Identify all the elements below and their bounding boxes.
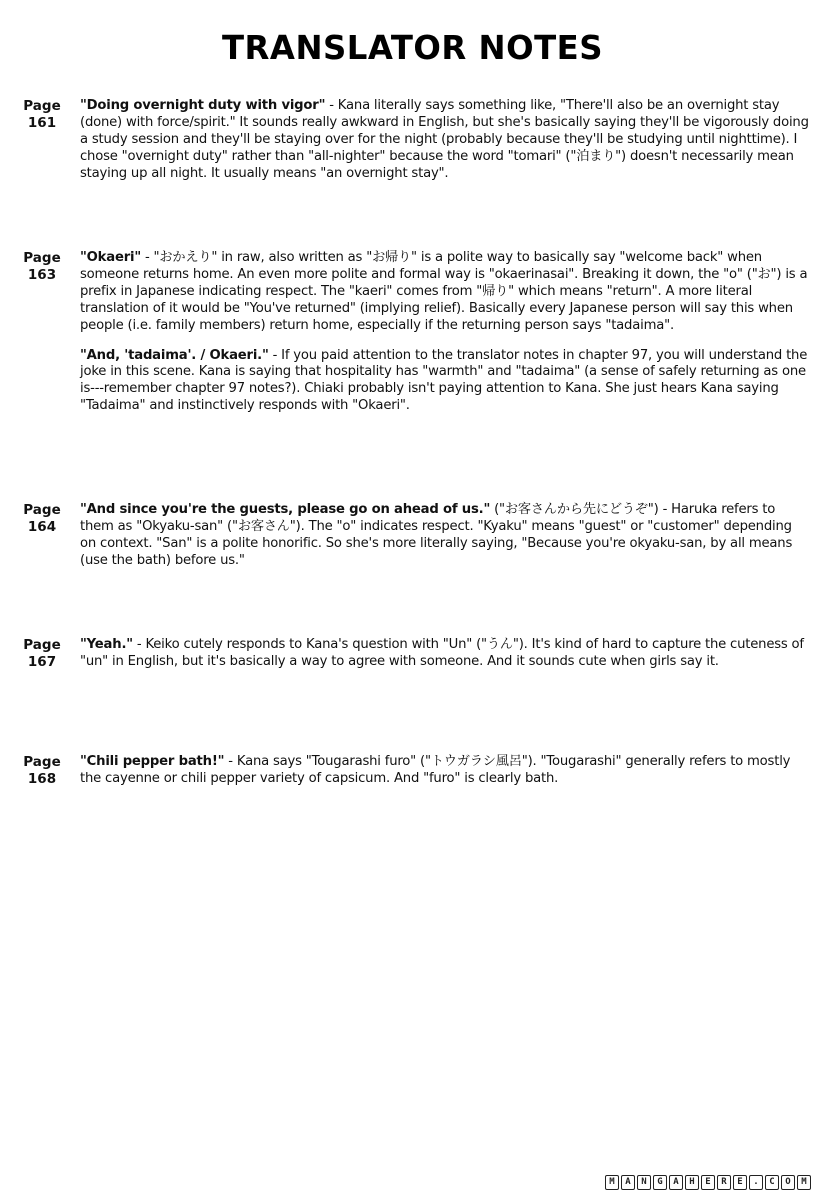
note-heading: "Doing overnight duty with vigor" (80, 98, 326, 113)
page-number: 168 (27, 771, 57, 787)
watermark-letter: A (621, 1175, 635, 1190)
note-heading: "Chili pepper bath!" (80, 754, 225, 769)
watermark-letter: . (749, 1175, 763, 1190)
page-label (14, 250, 70, 284)
page-word: Page (23, 250, 61, 266)
page-label (14, 637, 70, 671)
watermark-letter: O (781, 1175, 795, 1190)
page-word: Page (23, 502, 61, 518)
watermark-letter: E (701, 1175, 715, 1190)
note-content (80, 502, 810, 580)
note-text: - Kana says "Tougarashi furo" ("トウガラシ風呂"). "Tougarashi" generally refers to mostly the cayenne or chili pepper variety of capsicum. And "furo" is clearly bath. (80, 754, 791, 786)
page-title: TRANSLATOR NOTES (221, 28, 604, 67)
page-label (14, 98, 70, 132)
note-content (80, 754, 810, 798)
page-word: Page (23, 754, 61, 770)
watermark-letter: C (765, 1175, 779, 1190)
watermark-letter: G (653, 1175, 667, 1190)
note-heading: "Okaeri" (80, 250, 141, 265)
note-content (80, 250, 810, 425)
note-paragraph (80, 250, 810, 335)
page-number: 167 (27, 654, 57, 670)
note-paragraph (80, 502, 810, 570)
page-word: Page (23, 637, 61, 653)
note-heading: "And, 'tadaima'. / Okaeri." (80, 347, 269, 363)
watermark-letter: M (605, 1175, 619, 1190)
note-heading: "And since you're the guests, please go on ahead of us." (80, 502, 491, 517)
note-text: - Kana literally says something like, "There'll also be an overnight stay (done) with force/spirit." It sounds really awkward in English, but she's basically saying they'll be vigorously doing a study session and they'll be staying over for the night (probably because they'll be studying until nighttime). I chose "overnight duty" rather than "all-nighter" because the word "tomari" ("泊まり") doesn't necessarily mean staying up all night. It usually means "an overnight stay". (80, 98, 809, 181)
page-number: 164 (27, 519, 57, 535)
page-number: 161 (27, 115, 57, 131)
page-label (14, 502, 70, 536)
watermark-letter: R (717, 1175, 731, 1190)
note-paragraph (80, 98, 810, 183)
note-text: - If you paid attention to the translator notes in chapter 97, you will understand the joke in this scene. Kana is saying that hospitality has "warmth" and "tadaima" (a sense of safely returning as one is---remember chapter 97 notes?). Chiaki probably isn't paying attention to Kana. She just hears Kana saying "Tadaima" and instinctively responds with "Okaeri". (80, 347, 808, 414)
note-content (80, 637, 810, 681)
note-heading: "Yeah." (80, 637, 133, 652)
page-label (14, 754, 70, 788)
note-paragraph (80, 637, 810, 671)
note-text: - Keiko cutely responds to Kana's question with "Un" ("うん"). It's kind of hard to capture the cuteness of "un" in English, but it's basically a way to agree with someone. And it sounds cute when girls say it. (80, 637, 804, 669)
watermark-letter: M (797, 1175, 811, 1190)
watermark-letter: N (637, 1175, 651, 1190)
watermark-letter: A (669, 1175, 683, 1190)
note-paragraph (80, 754, 810, 788)
page-number: 163 (27, 267, 57, 283)
watermark-logo (605, 1175, 811, 1190)
note-text: - "おかえり" in raw, also written as "お帰り" is a polite way to basically say "welcome back" when someone returns home. An even more polite and formal way is "okaerinasai". Breaking it down, the "o" ("お") is a prefix in Japanese indicating respect. The "kaeri" comes from "帰り" which means "return". A more literal translation of it would be "You've returned" (implying relief). Basically every Japanese person will say this when people (i.e. family members) return home, especially if the returning person says "tadaima". (80, 250, 808, 333)
watermark-letter: E (733, 1175, 747, 1190)
note-text: ("お客さんから先にどうぞ") - Haruka refers to them as "Okyaku-san" ("お客さん"). The "o" indicates respect. "Kyaku" means "guest" or "customer" depending on context. "San" is a polite honorific. So she's more literally saying, "Because you're okyaku-san, by all means (use the bath) before us." (80, 502, 793, 568)
watermark-letter: H (685, 1175, 699, 1190)
note-content (80, 98, 810, 193)
note-paragraph (80, 348, 810, 416)
page-word: Page (23, 98, 61, 114)
